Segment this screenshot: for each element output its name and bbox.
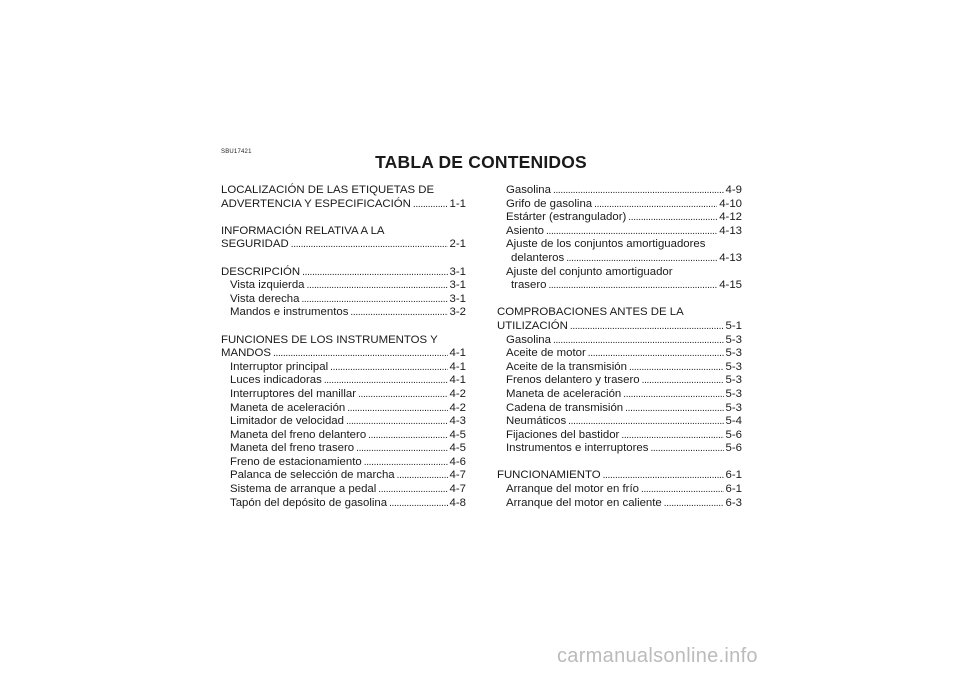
toc-entry-label: Estárter (estrangulador) [506,211,627,224]
toc-page-number: 4-2 [449,401,466,414]
dot-leader [629,361,724,375]
toc-page-number: 4-5 [449,428,466,441]
toc-entry[interactable] [221,266,466,280]
toc-entry[interactable] [221,483,466,497]
toc-entry-label: Frenos delantero y trasero [506,374,640,387]
dot-leader [397,469,448,483]
dot-leader [307,279,448,293]
toc-entry[interactable] [221,306,466,320]
toc-spacer [497,456,742,470]
dot-leader [548,279,717,293]
toc-spacer [221,252,466,266]
toc-page-number: 4-1 [449,347,466,360]
toc-entry[interactable] [497,225,742,239]
toc-page-number: 4-5 [449,442,466,455]
toc-entry[interactable] [221,456,466,470]
toc-entry-label: Instrumentos e interruptores [506,442,649,455]
dot-leader [347,402,447,416]
toc-entry[interactable] [497,361,742,375]
toc-page-number: 5-3 [725,374,742,387]
toc-spacer [221,320,466,334]
toc-entry-line: Ajuste del conjunto amortiguador [506,265,673,278]
toc-page-number: 3-1 [449,265,466,278]
dot-leader [594,198,717,212]
toc-entry-label: Asiento [506,224,544,237]
toc-entry[interactable] [221,374,466,388]
toc-entry[interactable] [221,415,466,429]
toc-entry-label: UTILIZACIÓN [497,319,568,332]
dot-leader [364,456,448,470]
toc-entry[interactable] [497,374,742,388]
toc-entry-label: Limitador de velocidad [230,415,344,428]
toc-entry-label: Vista derecha [230,292,300,305]
toc-page-number: 5-3 [725,347,742,360]
toc-page-number: 4-10 [719,197,742,210]
dot-leader [650,442,723,456]
toc-entry[interactable] [497,388,742,402]
toc-spacer [221,211,466,225]
toc-page-number: 5-3 [725,401,742,414]
dot-leader [553,334,724,348]
toc-entry-line: INFORMACIÓN RELATIVA A LA [221,224,385,237]
toc-entry[interactable] [497,279,742,293]
toc-page-number: 5-6 [725,428,742,441]
toc-entry-label: Maneta del freno trasero [230,442,355,455]
toc-page-number: 4-12 [719,211,742,224]
dot-leader [641,483,724,497]
toc-entry[interactable] [497,497,742,511]
toc-entry-label: MANDOS [221,347,271,360]
toc-entry-label: Arranque del motor en caliente [506,496,662,509]
toc-entry-label: Fijaciones del bastidor [506,428,620,441]
toc-page-number: 1-1 [449,197,466,210]
toc-entry[interactable] [221,497,466,511]
toc-page-number: 4-8 [449,496,466,509]
dot-leader [301,293,447,307]
toc-page-number: 4-1 [449,360,466,373]
toc-page-number: 4-15 [719,279,742,292]
dot-leader [568,415,723,429]
toc-page-number: 6-1 [725,469,742,482]
toc-page-number: 4-13 [719,224,742,237]
toc-page-number: 3-1 [449,279,466,292]
dot-leader [566,252,717,266]
toc-entry-line: LOCALIZACIÓN DE LAS ETIQUETAS DE [221,184,435,196]
dot-leader [623,388,723,402]
toc-entry-label: Interruptores del manillar [230,387,356,400]
toc-entry-label: FUNCIONAMIENTO [497,469,601,482]
toc-entry-label: Tapón del depósito de gasolina [230,496,388,509]
toc-entry-label: Maneta de aceleración [230,401,346,414]
toc-right-column [497,184,742,510]
toc-entry-label: Arranque del motor en frío [506,483,639,496]
dot-leader [413,198,448,212]
dot-leader [368,429,447,443]
dot-leader [378,483,447,497]
dot-leader [664,497,724,511]
toc-entry[interactable] [221,442,466,456]
toc-entry[interactable] [497,198,742,212]
toc-page-number: 3-1 [449,292,466,305]
toc-entry-label: Gasolina [506,333,551,346]
dot-leader [642,374,724,388]
toc-entry[interactable] [221,198,466,212]
dot-leader [330,361,447,375]
toc-entry-label: Maneta del freno delantero [230,428,367,441]
toc-entry[interactable] [221,279,466,293]
toc-entry[interactable] [221,388,466,402]
toc-entry-label: Aceite de motor [506,347,586,360]
toc-entry[interactable] [497,252,742,266]
toc-page-number: 4-7 [449,469,466,482]
toc-entry-label: Gasolina [506,184,551,196]
page-title: TABLA DE CONTENIDOS [375,152,587,172]
toc-entry-label: Cadena de transmisión [506,401,624,414]
toc-entry[interactable] [497,402,742,416]
toc-entry[interactable] [497,415,742,429]
toc-entry[interactable] [497,429,742,443]
dot-leader [350,306,447,320]
toc-entry-label: ADVERTENCIA Y ESPECIFICACIÓN [221,197,411,210]
toc-page-number: 6-3 [725,496,742,509]
toc-page-number: 4-2 [449,387,466,400]
dot-leader [356,442,447,456]
toc-entry-label: Freno de estacionamiento [230,455,362,468]
document-code: SBU17421 [221,149,252,155]
toc-entry-line: Ajuste de los conjuntos amortiguadores [506,238,706,251]
toc-entry[interactable] [221,361,466,375]
dot-leader [273,347,448,361]
toc-spacer [497,293,742,307]
dot-leader [324,374,448,388]
dot-leader [389,497,447,511]
toc-entry-label: Neumáticos [506,415,567,428]
toc-page-number: 5-3 [725,333,742,346]
dot-leader [346,415,448,429]
toc-entry-label: Mandos e instrumentos [230,306,349,319]
toc-page-number: 4-9 [725,184,742,196]
dot-leader [546,225,717,239]
toc-page-number: 4-7 [449,483,466,496]
toc-page-number: 5-3 [725,360,742,373]
toc-entry[interactable] [497,347,742,361]
dot-leader [628,211,717,225]
toc-entry[interactable] [497,320,742,334]
toc-entry-label: Aceite de la transmisión [506,360,627,373]
toc-entry-label: delanteros [511,251,565,264]
toc-page-number: 4-6 [449,455,466,468]
toc-page-number: 5-6 [725,442,742,455]
toc-page-number: 2-1 [449,238,466,251]
toc-entry-label: Grifo de gasolina [506,197,593,210]
toc-entry[interactable] [497,184,742,198]
toc-entry-label: Vista izquierda [230,279,305,292]
toc-entry[interactable] [221,402,466,416]
toc-entry-line: COMPROBACIONES ANTES DE LA [497,306,684,319]
toc-page-number: 4-13 [719,251,742,264]
toc-entry[interactable] [221,238,466,252]
toc-entry[interactable] [221,293,466,307]
toc-entry-label: trasero [511,279,547,292]
dot-leader [570,320,724,334]
toc-entry-line: FUNCIONES DE LOS INSTRUMENTOS Y [221,333,438,346]
toc-page-number: 4-1 [449,374,466,387]
toc-entry[interactable] [221,347,466,361]
toc-entry[interactable] [497,469,742,483]
toc-entry-label: SEGURIDAD [221,238,289,251]
toc-entry[interactable] [221,469,466,483]
dot-leader [621,429,723,443]
toc-page-number: 3-2 [449,306,466,319]
dot-leader [588,347,724,361]
toc-entry-label: Interruptor principal [230,360,329,373]
toc-entry-label: DESCRIPCIÓN [221,265,301,278]
dot-leader [302,266,447,280]
watermark-text: carmanualsonline.info [557,645,758,667]
dot-leader [553,184,724,198]
toc-page-number: 4-3 [449,415,466,428]
toc-entry-label: Palanca de selección de marcha [230,469,395,482]
toc-entry[interactable] [497,442,742,456]
toc-entry-label: Sistema de arranque a pedal [230,483,377,496]
dot-leader [603,469,724,483]
toc-entry[interactable] [497,483,742,497]
toc-page-number: 5-4 [725,415,742,428]
toc-entry-label: Maneta de aceleración [506,387,622,400]
toc-page-number: 5-3 [725,387,742,400]
toc-entry[interactable] [497,334,742,348]
toc-entry-label: Luces indicadoras [230,374,322,387]
toc-page-number: 5-1 [725,319,742,332]
dot-leader [358,388,448,402]
dot-leader [291,238,448,252]
dot-leader [625,402,723,416]
toc-left-column [221,184,466,510]
toc-entry[interactable] [497,211,742,225]
toc-entry[interactable] [221,429,466,443]
toc-page-number: 6-1 [725,483,742,496]
